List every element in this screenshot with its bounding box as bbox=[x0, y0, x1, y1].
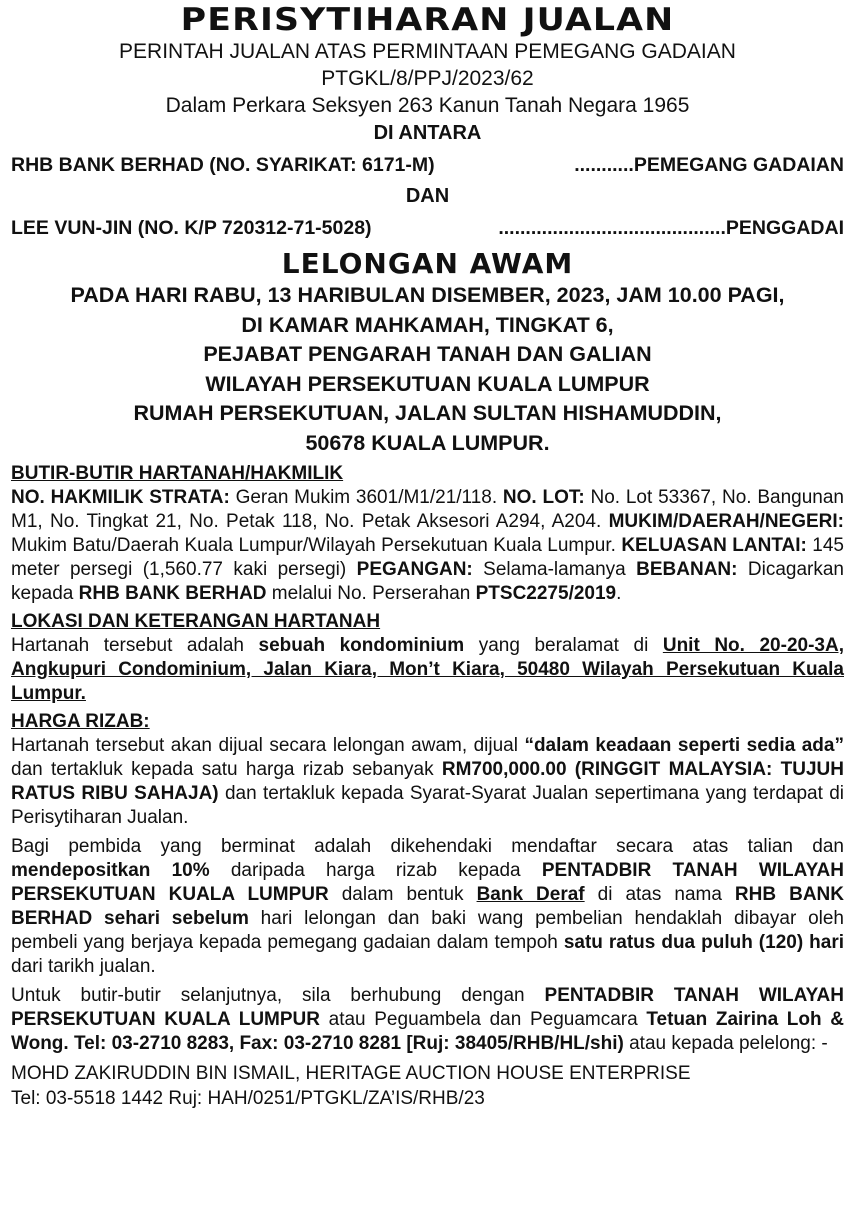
chargor-leader: ..........................................PENGGADAI bbox=[498, 217, 844, 239]
auction-territory: WILAYAH PERSEKUTUAN KUALA LUMPUR bbox=[205, 371, 650, 396]
chargee-role: PEMEGANG GADAIAN bbox=[633, 154, 844, 176]
reserve-details: Hartanah tersebut akan dijual secara lelongan awam, dijual “dalam keadaan seperti sedia ada” dan tertakluk kepada satu harga rizab sebanyak RM700,000.00 (RINGGIT MALAYSIA: TUJUH RATUS RIBU SAHAJA) dan tertakluk kepada Syarat-Syarat Jualan sepertimana yang terdapat di Perisytiharan Jualan. bbox=[11, 735, 845, 828]
reference-number: PTGKL/8/PPJ/2023/62 bbox=[321, 67, 534, 90]
auctioneer-contact: Tel: 03-5518 1442 Ruj: HAH/0251/PTGKL/ZA’IS/RHB/23 bbox=[11, 1088, 485, 1109]
property-heading: BUTIR-BUTIR HARTANAH/HAKMILIK bbox=[11, 463, 344, 484]
auction-office: PEJABAT PENGARAH TANAH DAN GALIAN bbox=[203, 342, 652, 366]
auction-date: PADA HARI RABU, 13 HARIBULAN DISEMBER, 2023, JAM 10.00 PAGI, bbox=[70, 283, 785, 307]
chargor-name: LEE VUN-JIN (NO. K/P 720312-71-5028) bbox=[11, 217, 372, 239]
subtitle: PERINTAH JUALAN ATAS PERMINTAAN PEMEGANG GADAIAN bbox=[119, 40, 736, 63]
chargor-row bbox=[11, 211, 844, 245]
auction-room: DI KAMAR MAHKAMAH, TINGKAT 6, bbox=[241, 312, 614, 337]
auction-building: RUMAH PERSEKUTUAN, JALAN SULTAN HISHAMUDDIN, bbox=[133, 401, 722, 425]
legal-matter: Dalam Perkara Seksyen 263 Kanun Tanah Negara 1965 bbox=[165, 94, 690, 117]
auctioneer-name: MOHD ZAKIRUDDIN BIN ISMAIL, HERITAGE AUCTION HOUSE ENTERPRISE bbox=[11, 1063, 691, 1084]
contact-details: Untuk butir-butir selanjutnya, sila berhubung dengan PENTADBIR TANAH WILAYAH PERSEKUTUAN KUALA LUMPUR atau Peguambela dan Peguamcara Tetuan Zairina Loh & Wong. Tel: 03-2710 8283, Fax: 03-2710 8281 [Ruj: 38405/RHB/HL/shi) atau kepada pelelong: - bbox=[11, 985, 845, 1054]
and-label: DAN bbox=[405, 185, 450, 207]
chargee-row bbox=[11, 148, 844, 182]
chargor-role: PENGGADAI bbox=[725, 217, 844, 239]
chargee-name: RHB BANK BERHAD (NO. SYARIKAT: 6171-M) bbox=[11, 154, 435, 176]
property-details: NO. HAKMILIK STRATA: Geran Mukim 3601/M1/21/118. NO. LOT: No. Lot 53367, No. Bangunan M1, No. Tingkat 21, No. Petak 118, No. Petak Aksesori A294, A204. MUKIM/DAERAH/NEGERI: Mukim Batu/Daerah Kuala Lumpur/Wilayah Persekutuan Kuala Lumpur. KELUASAN LANTAI: 145 meter persegi (1,560.77 kaki persegi) PEGANGAN: Selama-lamanya BEBANAN: Dicagarkan kepada RHB BANK BERHAD melalui No. Perserahan PTSC2275/2019. bbox=[11, 487, 844, 604]
location-details: Hartanah tersebut adalah sebuah kondominium yang beralamat di Unit No. 20-20-3A, Angkupuri Condominium, Jalan Kiara, Mon’t Kiara, 50480 Wilayah Persekutuan Kuala Lumpur. bbox=[11, 635, 844, 704]
reserve-heading: HARGA RIZAB: bbox=[11, 711, 150, 732]
chargee-leader: ...........PEMEGANG GADAIAN bbox=[574, 154, 844, 176]
bidder-requirements: Bagi pembida yang berminat adalah dikehendaki mendaftar secara atas talian dan mendepositkan 10% daripada harga rizab kepada PENTADBIR TANAH WILAYAH PERSEKUTUAN KUALA LUMPUR dalam bentuk Bank Deraf di atas nama RHB BANK BERHAD sehari sebelum hari lelongan dan baki wang pembelian hendaklah dibayar oleh pembeli yang berjaya kepada pemegang gadaian dalam tempoh satu ratus dua puluh (120) hari dari tarikh jualan. bbox=[11, 836, 844, 977]
auction-title: LELONGAN AWAM bbox=[281, 247, 574, 280]
auction-postcode: 50678 KUALA LUMPUR. bbox=[305, 430, 550, 455]
reserve-price: RM700,000.00 (RINGGIT MALAYSIA: TUJUH RATUS RIBU SAHAJA) bbox=[11, 759, 845, 804]
lawyer-contact: Tetuan Zairina Loh & Wong. Tel: 03-2710 8283, Fax: 03-2710 8281 [Ruj: 38405/RHB/HL/shi) bbox=[11, 1009, 844, 1054]
location-heading: LOKASI DAN KETERANGAN HARTANAH bbox=[11, 611, 381, 632]
page-title: PERISYTIHARAN JUALAN bbox=[180, 2, 675, 38]
between-label: DI ANTARA bbox=[373, 122, 482, 144]
property-address: Unit No. 20-20-3A, Angkupuri Condominium, Jalan Kiara, Mon’t Kiara, 50480 Wilayah Persekutuan Kuala Lumpur. bbox=[11, 635, 844, 704]
